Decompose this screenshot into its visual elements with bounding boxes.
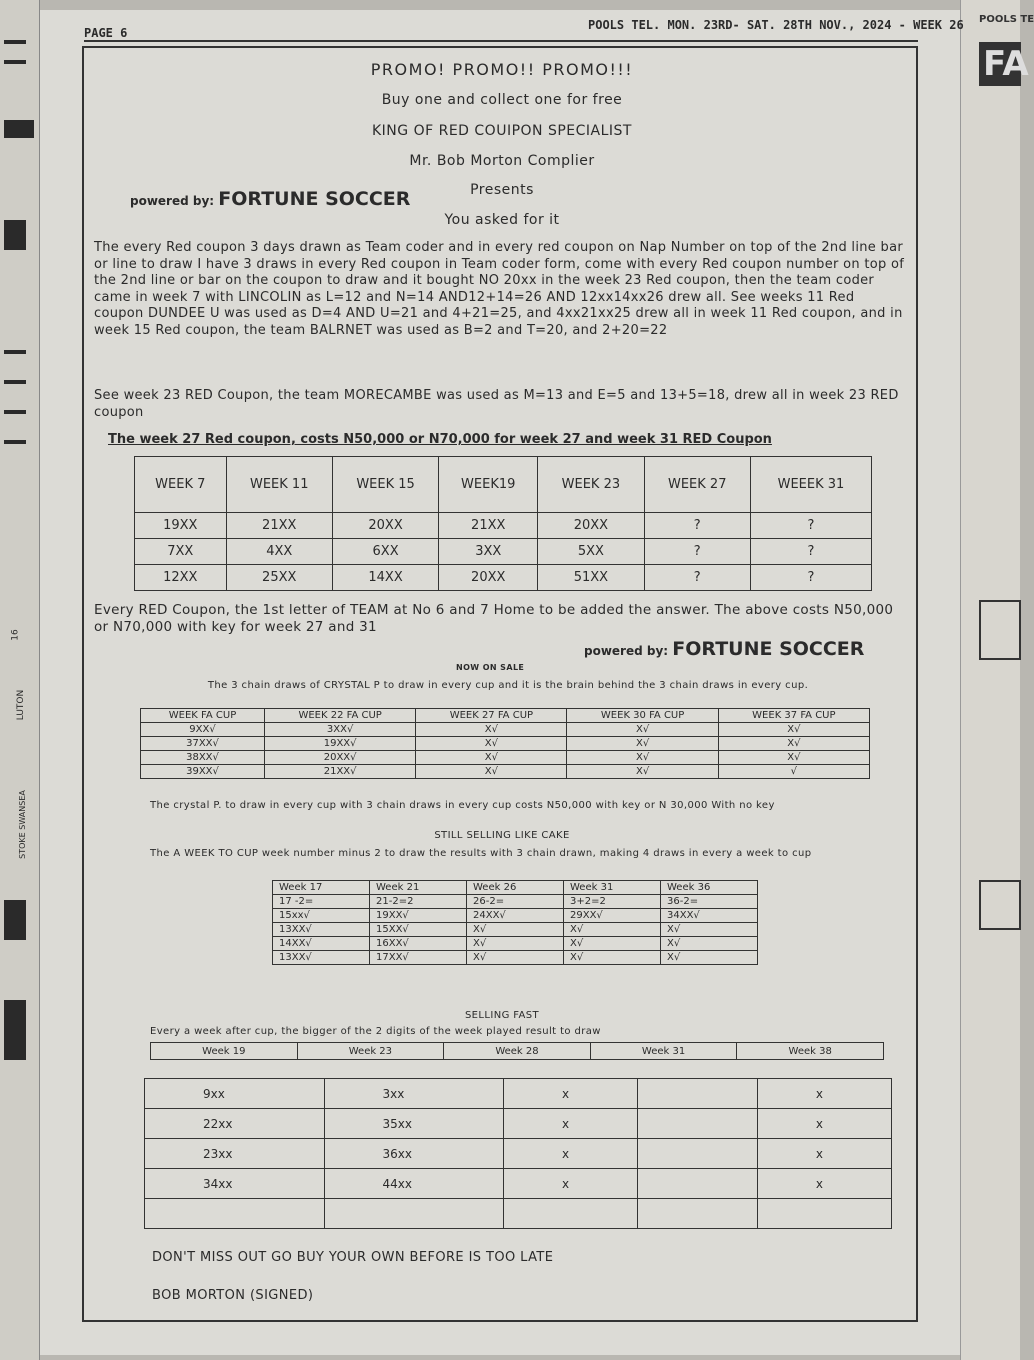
table-cell: 35xx <box>324 1109 504 1139</box>
table-cell: 21-2=2 <box>370 895 467 909</box>
table-cell: ? <box>750 565 871 591</box>
table-row <box>141 723 870 737</box>
table-cell: 3+2=2 <box>564 895 661 909</box>
table-cell: 17XX√ <box>370 951 467 965</box>
table-cell: 3xx <box>324 1079 504 1109</box>
table-cell: x <box>757 1169 891 1199</box>
table-cell: 13XX√ <box>273 951 370 965</box>
table-header: WEEK 37 FA CUP <box>718 709 869 723</box>
table-cell: 34xx <box>145 1169 325 1199</box>
table-cell: 15XX√ <box>370 923 467 937</box>
table-cell: 23xx <box>145 1139 325 1169</box>
table-header: Week 31 <box>564 881 661 895</box>
table-cell: 36-2= <box>661 895 758 909</box>
crystal-table <box>140 708 870 779</box>
table-cell: 19XX√ <box>370 909 467 923</box>
table-cell: 24XX√ <box>467 909 564 923</box>
week-to-cup-table <box>272 880 758 965</box>
table-cell: 25XX <box>226 565 332 591</box>
table-cell: X√ <box>467 923 564 937</box>
table-header: WEEK 11 <box>226 457 332 513</box>
table-cell <box>145 1199 325 1229</box>
table-header-row <box>151 1043 884 1060</box>
table-row <box>135 513 872 539</box>
promo-line-3: Mr. Bob Morton Complier <box>409 153 595 169</box>
table-cell: 21XX <box>226 513 332 539</box>
table-cell: 12XX <box>135 565 227 591</box>
table-header: WEEK19 <box>439 457 538 513</box>
table-cell <box>504 1199 638 1229</box>
table-cell <box>638 1139 758 1169</box>
table-cell: 44xx <box>324 1169 504 1199</box>
table-cell: 37XX√ <box>141 737 265 751</box>
table-cell: 22xx <box>145 1109 325 1139</box>
table-cell: 51XX <box>538 565 644 591</box>
footer-call-to-action: DON'T MISS OUT GO BUY YOUR OWN BEFORE IS TOO LATE <box>152 1250 554 1265</box>
header-divider <box>84 40 918 42</box>
crystal-note: The crystal P. to draw in every cup with 3 chain draws in every cup costs N50,000 with key or N 30,000 With no key <box>150 800 775 811</box>
powered-by-name: FORTUNE SOCCER <box>672 638 865 660</box>
table-cell: ? <box>644 539 750 565</box>
table-cell: 13XX√ <box>273 923 370 937</box>
powered-by-top <box>130 188 410 210</box>
table-header-row <box>135 457 872 513</box>
table-cell: 26-2= <box>467 895 564 909</box>
table-cell: 9XX√ <box>141 723 265 737</box>
table-cell: 21XX√ <box>265 765 416 779</box>
table-cell: 5XX <box>538 539 644 565</box>
paragraph-key-note: Every RED Coupon, the 1st letter of TEAM at No 6 and 7 Home to be added the answer. The above costs N50,000 or N70,000 with key for week 27 and 31 <box>94 602 894 635</box>
table-cell: ? <box>644 513 750 539</box>
table-cell: 3XX <box>439 539 538 565</box>
crystal-intro: The 3 chain draws of CRYSTAL P to draw in every cup and it is the brain behind the 3 chain draws in every cup. <box>207 680 809 691</box>
table-cell: √ <box>718 765 869 779</box>
paragraph-morecambe: See week 23 RED Coupon, the team MORECAMBE was used as M=13 and E=5 and 13+5=18, drew all in week 23 RED coupon <box>94 388 899 420</box>
table-row <box>145 1199 892 1229</box>
promo-advert <box>82 46 918 1322</box>
week27-heading: The week 27 Red coupon, costs N50,000 or N70,000 for week 27 and week 31 RED Coupon <box>108 432 772 447</box>
table-cell <box>324 1199 504 1229</box>
publication-header: POOLS TEL. MON. 23RD- SAT. 28TH NOV., 2024 - WEEK 26 <box>588 18 964 32</box>
table-cell: 7XX <box>135 539 227 565</box>
week-after-cup-table <box>144 1078 892 1229</box>
table-cell: X√ <box>467 937 564 951</box>
table-header: Week 26 <box>467 881 564 895</box>
table-cell <box>638 1169 758 1199</box>
table-cell: 20XX√ <box>265 751 416 765</box>
paragraph-intro: The every Red coupon 3 days drawn as Team coder and in every red coupon on Nap Number on top of the 2nd line bar or line to draw I have 3 draws in every Red coupon in Team coder form, come with every Red coupon number on top of the 2nd line or bar on the coupon to draw and it bought NO 20xx in the week 23 Red coupon, then the team coder came in week 7 with LINCOLIN as L=12 and N=14 AND12+14=26 AND 12xx14xx26 drew all. See weeks 11 Red coupon DUNDEE U was used as D=4 AND U=21 and 4+21=25, and 4xx21xx25 drew all in week 11 Red coupon, and in week 15 Red coupon, the team BALRNET was used as B=2 and T=20, and 2+20=22 <box>94 240 905 338</box>
table-cell: 15xx√ <box>273 909 370 923</box>
table-cell: x <box>757 1079 891 1109</box>
table-row <box>141 751 870 765</box>
table-cell <box>757 1199 891 1229</box>
table-row <box>141 765 870 779</box>
table-cell: X√ <box>564 923 661 937</box>
table-cell: 4XX <box>226 539 332 565</box>
table-header: Week 28 <box>444 1043 591 1060</box>
table-cell: 14XX√ <box>273 937 370 951</box>
table-cell: x <box>504 1109 638 1139</box>
table-cell: x <box>757 1139 891 1169</box>
table-header: WEEEK 31 <box>750 457 871 513</box>
table-cell: x <box>504 1169 638 1199</box>
table-cell: ? <box>750 513 871 539</box>
table-cell: 6XX <box>332 539 438 565</box>
table-header: WEEK 27 <box>644 457 750 513</box>
left-label-16: 16 <box>10 629 21 641</box>
table-header: WEEK 15 <box>332 457 438 513</box>
table-cell: X√ <box>416 723 567 737</box>
table-row <box>135 539 872 565</box>
right-page-big: FA <box>979 42 1021 86</box>
table-cell: 3XX√ <box>265 723 416 737</box>
table-row <box>273 937 758 951</box>
table-row <box>273 923 758 937</box>
table-header: Week 21 <box>370 881 467 895</box>
table-cell: X√ <box>718 751 869 765</box>
left-label-luton: LUTON <box>16 689 27 721</box>
now-on-sale: NOW ON SALE <box>456 663 525 672</box>
powered-by-name: FORTUNE SOCCER <box>218 188 411 210</box>
table-header: Week 38 <box>737 1043 884 1060</box>
table-cell: X√ <box>661 923 758 937</box>
table-row <box>273 895 758 909</box>
powered-by-bottom <box>584 638 864 660</box>
table-cell: x <box>504 1139 638 1169</box>
table-cell: X√ <box>564 937 661 951</box>
table-cell: X√ <box>416 737 567 751</box>
table-header: WEEK 7 <box>135 457 227 513</box>
page-number: PAGE 6 <box>84 26 128 40</box>
table-row <box>273 951 758 965</box>
table-cell: X√ <box>718 723 869 737</box>
table-header: Week 23 <box>297 1043 444 1060</box>
table-row <box>145 1139 892 1169</box>
adjacent-page-left <box>0 0 40 1360</box>
left-label-teams: STOKE SWANSEA <box>17 790 27 859</box>
table-cell: 9xx <box>145 1079 325 1109</box>
promo-title: PROMO! PROMO!! PROMO!!! <box>370 60 634 79</box>
table-cell: X√ <box>718 737 869 751</box>
table-cell: X√ <box>661 951 758 965</box>
table-cell <box>638 1079 758 1109</box>
table-cell: X√ <box>567 765 718 779</box>
table-cell: x <box>504 1079 638 1109</box>
table-cell: 38XX√ <box>141 751 265 765</box>
table-cell: 17 -2= <box>273 895 370 909</box>
table-cell: X√ <box>416 765 567 779</box>
table-cell: 16XX√ <box>370 937 467 951</box>
week-after-cup-intro: Every a week after cup, the bigger of the 2 digits of the week played result to draw <box>150 1026 601 1037</box>
promo-presents: Presents <box>470 182 534 198</box>
table-cell: X√ <box>467 951 564 965</box>
footer-signature: BOB MORTON (SIGNED) <box>152 1288 314 1303</box>
selling-fast: SELLING FAST <box>464 1010 540 1021</box>
week-after-cup-header <box>150 1042 884 1060</box>
table-header: Week 19 <box>151 1043 298 1060</box>
table-cell: x <box>757 1109 891 1139</box>
table-header: WEEK 27 FA CUP <box>416 709 567 723</box>
table-cell: 19XX <box>135 513 227 539</box>
table-cell: 20XX <box>538 513 644 539</box>
table-header: WEEK 23 <box>538 457 644 513</box>
table-header: Week 17 <box>273 881 370 895</box>
table-header: WEEK FA CUP <box>141 709 265 723</box>
powered-by-label: powered by: <box>584 644 669 658</box>
table-header: Week 31 <box>590 1043 737 1060</box>
table-cell: 39XX√ <box>141 765 265 779</box>
table-cell: X√ <box>416 751 567 765</box>
red-coupon-table <box>134 456 872 591</box>
table-cell <box>638 1109 758 1139</box>
table-cell: X√ <box>567 737 718 751</box>
table-header: WEEK 30 FA CUP <box>567 709 718 723</box>
table-cell: 20XX <box>439 565 538 591</box>
promo-line-2: KING OF RED COUIPON SPECIALIST <box>372 123 632 139</box>
promo-line-1: Buy one and collect one for free <box>381 92 623 108</box>
table-cell: X√ <box>567 751 718 765</box>
table-cell: ? <box>644 565 750 591</box>
table-cell: 19XX√ <box>265 737 416 751</box>
table-cell <box>638 1199 758 1229</box>
table-cell: 14XX <box>332 565 438 591</box>
table-cell: ? <box>750 539 871 565</box>
table-row <box>145 1079 892 1109</box>
table-row <box>145 1169 892 1199</box>
table-row <box>135 565 872 591</box>
right-page-header: POOLS TE <box>979 14 1034 25</box>
table-header-row <box>273 881 758 895</box>
table-cell: X√ <box>661 937 758 951</box>
table-row <box>145 1109 892 1139</box>
table-header: Week 36 <box>661 881 758 895</box>
cup-intro: The A WEEK TO CUP week number minus 2 to draw the results with 3 chain drawn, making 4 draws in every a week to cup <box>150 848 812 859</box>
table-header-row <box>141 709 870 723</box>
table-header: WEEK 22 FA CUP <box>265 709 416 723</box>
table-cell: X√ <box>564 951 661 965</box>
adjacent-page-right <box>960 0 1034 1360</box>
table-cell: X√ <box>567 723 718 737</box>
table-row <box>141 737 870 751</box>
still-selling: STILL SELLING LIKE CAKE <box>434 830 570 841</box>
table-cell: 36xx <box>324 1139 504 1169</box>
table-cell: 29XX√ <box>564 909 661 923</box>
table-row <box>273 909 758 923</box>
table-cell: 34XX√ <box>661 909 758 923</box>
powered-by-label: powered by: <box>130 194 215 208</box>
table-cell: 20XX <box>332 513 438 539</box>
promo-asked: You asked for it <box>444 212 560 228</box>
table-cell: 21XX <box>439 513 538 539</box>
